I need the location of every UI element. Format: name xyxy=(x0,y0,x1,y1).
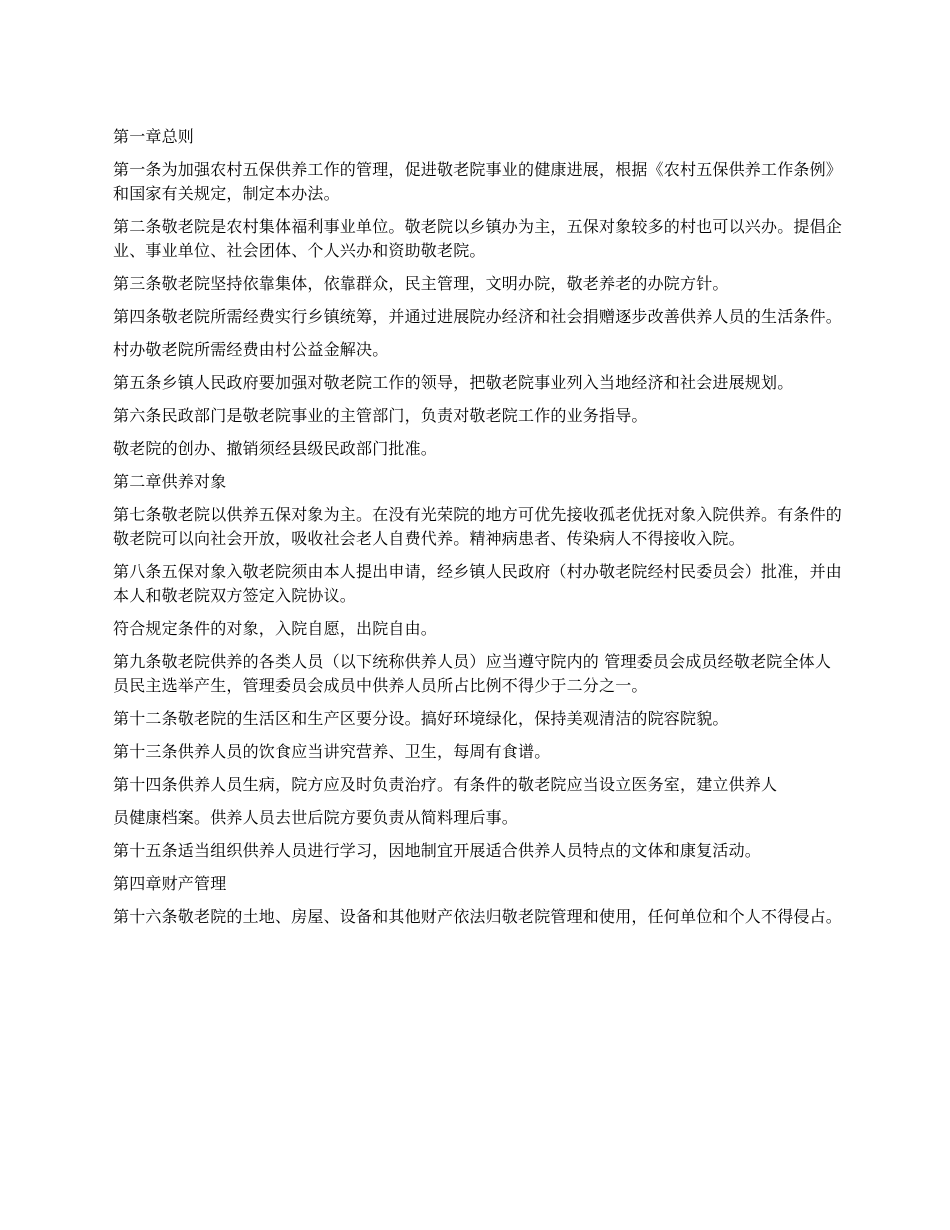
paragraph-article-8: 第八条五保对象入敬老院须由本人提出申请，经乡镇人民政府（村办敬老院经村民委员会）批准，并由本人和敬老院双方签定入院协议。 xyxy=(113,562,843,605)
document-body xyxy=(113,125,843,938)
paragraph-article-8-continued: 符合规定条件的对象，入院自愿，出院自由。 xyxy=(113,619,438,638)
paragraph-article-4: 第四条敬老院所需经费实行乡镇统筹，并通过进展院办经济和社会捐赠逐步改善供养人员的生活条件。 xyxy=(113,307,843,326)
paragraph-article-7: 第七条敬老院以供养五保对象为主。在没有光荣院的地方可优先接收孤老优抚对象入院供养。有条件的敬老院可以向社会开放，吸收社会老人自费代养。精神病患者、传染病人不得接收入院。 xyxy=(113,505,843,548)
chapter-heading-2: 第二章供养对象 xyxy=(113,472,227,491)
paragraph-article-5: 第五条乡镇人民政府要加强对敬老院工作的领导，把敬老院事业列入当地经济和社会进展规划。 xyxy=(113,373,794,392)
chapter-heading-4: 第四章财产管理 xyxy=(113,874,227,893)
paragraph-article-1: 第一条为加强农村五保供养工作的管理，促进敬老院事业的健康进展，根据《农村五保供养工作条例》和国家有关规定，制定本办法。 xyxy=(113,160,843,203)
paragraph-article-14: 第十四条供养人员生病，院方应及时负责治疗。有条件的敬老院应当设立医务室，建立供养人 xyxy=(113,775,778,794)
paragraph-article-15: 第十五条适当组织供养人员进行学习，因地制宜开展适合供养人员特点的文体和康复活动。 xyxy=(113,841,762,860)
paragraph-article-6-continued: 敬老院的创办、撤销须经县级民政部门批准。 xyxy=(113,439,438,458)
paragraph-article-4-continued: 村办敬老院所需经费由村公益金解决。 xyxy=(113,340,389,359)
paragraph-article-12: 第十二条敬老院的生活区和生产区要分设。搞好环境绿化，保持美观清洁的院容院貌。 xyxy=(113,709,729,728)
paragraph-article-2: 第二条敬老院是农村集体福利事业单位。敬老院以乡镇办为主，五保对象较多的村也可以兴办。提倡企业、事业单位、社会团体、个人兴办和资助敬老院。 xyxy=(113,217,843,260)
paragraph-article-16: 第十六条敬老院的土地、房屋、设备和其他财产依法归敬老院管理和使用，任何单位和个人不得侵占。 xyxy=(113,907,843,926)
paragraph-article-13: 第十三条供养人员的饮食应当讲究营养、卫生，每周有食谱。 xyxy=(113,742,551,761)
paragraph-article-3: 第三条敬老院坚持依靠集体，依靠群众，民主管理，文明办院，敬老养老的办院方针。 xyxy=(113,274,729,293)
paragraph-article-14-continued: 员健康档案。供养人员去世后院方要负责从简料理后事。 xyxy=(113,808,519,827)
paragraph-article-6: 第六条民政部门是敬老院事业的主管部门，负责对敬老院工作的业务指导。 xyxy=(113,406,648,425)
paragraph-article-9: 第九条敬老院供养的各类人员（以下统称供养人员）应当遵守院内的 管理委员会成员经敬老院全体人员民主选举产生，管理委员会成员中供养人员所占比例不得少于二分之一。 xyxy=(113,652,832,695)
chapter-heading-1: 第一章总则 xyxy=(113,127,195,146)
